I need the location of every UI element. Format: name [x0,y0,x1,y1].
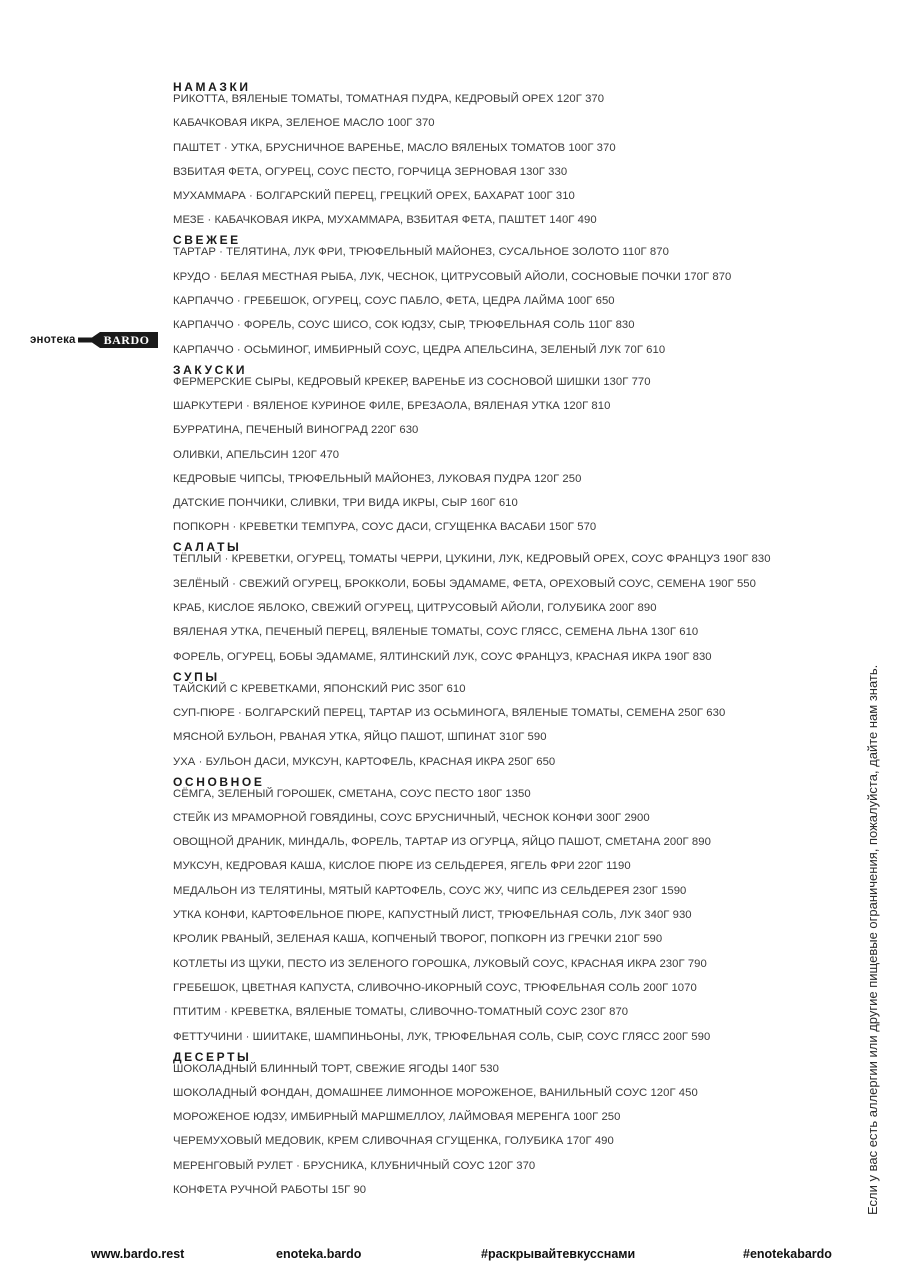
menu-item: МУКСУН, КЕДРОВАЯ КАША, КИСЛОЕ ПЮРЕ ИЗ СЕЛЬДЕРЕЯ, ЯГЕЛЬ ФРИ 220Г 1190 [173,860,631,873]
menu-section [173,364,833,542]
menu-item: КРУДО · БЕЛАЯ МЕСТНАЯ РЫБА, ЛУК, ЧЕСНОК, ЦИТРУСОВЫЙ АЙОЛИ, СОСНОВЫЕ ПОЧКИ 170Г 870 [173,270,732,283]
menu-item: ФЕРМЕРСКИЕ СЫРЫ, КЕДРОВЫЙ КРЕКЕР, ВАРЕНЬЕ ИЗ СОСНОВОЙ ШИШКИ 130Г 770 [173,375,651,388]
menu-item: МЕЗЕ · КАБАЧКОВАЯ ИКРА, МУХАММАРА, ВЗБИТАЯ ФЕТА, ПАШТЕТ 140Г 490 [173,214,597,227]
menu-item: ОЛИВКИ, АПЕЛЬСИН 120Г 470 [173,448,340,461]
menu-item: ФОРЕЛЬ, ОГУРЕЦ, БОБЫ ЭДАМАМЕ, ЯЛТИНСКИЙ ЛУК, СОУС ФРАНЦУЗ, КРАСНАЯ ИКРА 190Г 830 [173,650,712,663]
menu-item: КОНФЕТА РУЧНОЙ РАБОТЫ 15Г 90 [173,1183,367,1196]
menu-item: РИКОТТА, ВЯЛЕНЫЕ ТОМАТЫ, ТОМАТНАЯ ПУДРА, КЕДРОВЫЙ ОРЕХ 120Г 370 [173,93,605,105]
menu-section [173,234,833,363]
menu [173,81,833,1204]
menu-item: СЁМГА, ЗЕЛЕНЫЙ ГОРОШЕК, СМЕТАНА, СОУС ПЕСТО 180Г 1350 [173,787,531,800]
menu-item: СУП-ПЮРЕ · БОЛГАРСКИЙ ПЕРЕЦ, ТАРТАР ИЗ ОСЬМИНОГА, ВЯЛЕНЫЕ ТОМАТЫ, СЕМЕНА 250Г 630 [173,706,726,719]
section-title: САЛАТЫ [173,540,242,555]
section-title: СУПЫ [173,669,220,684]
menu-section [173,541,833,670]
menu-item: ОВОЩНОЙ ДРАНИК, МИНДАЛЬ, ФОРЕЛЬ, ТАРТАР ИЗ ОГУРЦА, ЯЙЦО ПАШОТ, СМЕТАНА 200Г 890 [173,836,711,849]
menu-item: ФЕТТУЧИНИ · ШИИТАКЕ, ШАМПИНЬОНЫ, ЛУК, ТРЮФЕЛЬНАЯ СОЛЬ, СЫР, СОУС ГЛЯСС 200Г 590 [173,1030,711,1043]
menu-item: ТЁПЛЫЙ · КРЕВЕТКИ, ОГУРЕЦ, ТОМАТЫ ЧЕРРИ, ЦУКИНИ, ЛУК, КЕДРОВЫЙ ОРЕХ, СОУС ФРАНЦУЗ 190Г 830 [173,553,771,566]
menu-item: ГРЕБЕШОК, ЦВЕТНАЯ КАПУСТА, СЛИВОЧНО-ИКОРНЫЙ СОУС, ТРЮФЕЛЬНАЯ СОЛЬ 200Г 1070 [173,981,697,994]
section-title: ОСНОВНОЕ [173,774,265,789]
menu-section [173,1051,833,1204]
menu-item: ПАШТЕТ · УТКА, БРУСНИЧНОЕ ВАРЕНЬЕ, МАСЛО ВЯЛЕНЫХ ТОМАТОВ 100Г 370 [173,141,616,154]
section-title: ЗАКУСКИ [173,362,248,377]
menu-item: СТЕЙК ИЗ МРАМОРНОЙ ГОВЯДИНЫ, СОУС БРУСНИЧНЫЙ, ЧЕСНОК КОНФИ 300Г 2900 [173,811,650,824]
menu-item: МЕДАЛЬОН ИЗ ТЕЛЯТИНЫ, МЯТЫЙ КАРТОФЕЛЬ, СОУС ЖУ, ЧИПС ИЗ СЕЛЬДЕРЕЯ 230Г 1590 [173,884,687,897]
menu-item: МЕРЕНГОВЫЙ РУЛЕТ · БРУСНИКА, КЛУБНИЧНЫЙ СОУС 120Г 370 [173,1159,536,1172]
menu-item: КРАБ, КИСЛОЕ ЯБЛОКО, СВЕЖИЙ ОГУРЕЦ, ЦИТРУСОВЫЙ АЙОЛИ, ГОЛУБИКА 200Г 890 [173,602,657,615]
logo-prefix: энотека [30,334,76,346]
menu-item: ТАРТАР · ТЕЛЯТИНА, ЛУК ФРИ, ТРЮФЕЛЬНЫЙ МАЙОНЕЗ, СУСАЛЬНОЕ ЗОЛОТО 110Г 870 [173,246,669,259]
menu-item: ВЯЛЕНАЯ УТКА, ПЕЧЕНЫЙ ПЕРЕЦ, ВЯЛЕНЫЕ ТОМАТЫ, СОУС ГЛЯСС, СЕМЕНА ЛЬНА 130Г 610 [173,626,699,639]
menu-item: ВЗБИТАЯ ФЕТА, ОГУРЕЦ, СОУС ПЕСТО, ГОРЧИЦА ЗЕРНОВАЯ 130Г 330 [173,165,568,178]
menu-item: КОТЛЕТЫ ИЗ ЩУКИ, ПЕСТО ИЗ ЗЕЛЕНОГО ГОРОШКА, ЛУКОВЫЙ СОУС, КРАСНАЯ ИКРА 230Г 790 [173,957,707,970]
logo [30,331,158,349]
menu-item: МЯСНОЙ БУЛЬОН, РВАНАЯ УТКА, ЯЙЦО ПАШОТ, ШПИНАТ 310Г 590 [173,731,547,744]
menu-item: БУРРАТИНА, ПЕЧЕНЫЙ ВИНОГРАД 220Г 630 [173,424,419,437]
menu-item: ЗЕЛЁНЫЙ · СВЕЖИЙ ОГУРЕЦ, БРОККОЛИ, БОБЫ ЭДАМАМЕ, ФЕТА, ОРЕХОВЫЙ СОУС, СЕМЕНА 190Г 550 [173,577,756,590]
menu-item: ЧЕРЕМУХОВЫЙ МЕДОВИК, КРЕМ СЛИВОЧНАЯ СГУЩЕНКА, ГОЛУБИКА 170Г 490 [173,1135,614,1148]
menu-item: ШОКОЛАДНЫЙ ФОНДАН, ДОМАШНЕЕ ЛИМОННОЕ МОРОЖЕНОЕ, ВАНИЛЬНЫЙ СОУС 120Г 450 [173,1086,698,1099]
section-title: СВЕЖЕЕ [173,233,241,248]
menu-item: ШАРКУТЕРИ · ВЯЛЕНОЕ КУРИНОЕ ФИЛЕ, БРЕЗАОЛА, ВЯЛЕНАЯ УТКА 120Г 810 [173,399,611,412]
footer [0,1247,906,1261]
menu-item: ПОПКОРН · КРЕВЕТКИ ТЕМПУРА, СОУС ДАСИ, СГУЩЕНКА ВАСАБИ 150Г 570 [173,521,597,534]
menu-item: ТАЙСКИЙ С КРЕВЕТКАМИ, ЯПОНСКИЙ РИС 350Г 610 [173,682,466,695]
menu-item: КРОЛИК РВАНЫЙ, ЗЕЛЕНАЯ КАША, КОПЧЕНЫЙ ТВОРОГ, ПОПКОРН ИЗ ГРЕЧКИ 210Г 590 [173,933,663,946]
menu-item: ШОКОЛАДНЫЙ БЛИННЫЙ ТОРТ, СВЕЖИЕ ЯГОДЫ 140Г 530 [173,1062,499,1075]
menu-section [173,671,833,776]
menu-item: КЕДРОВЫЕ ЧИПСЫ, ТРЮФЕЛЬНЫЙ МАЙОНЕЗ, ЛУКОВАЯ ПУДРА 120Г 250 [173,472,582,485]
section-title: ДЕСЕРТЫ [173,1049,252,1064]
menu-item: МУХАММАРА · БОЛГАРСКИЙ ПЕРЕЦ, ГРЕЦКИЙ ОРЕХ, БАХАРАТ 100Г 310 [173,190,575,203]
menu-section [173,81,833,234]
logo-brand: BARDO [103,333,150,347]
footer-website[interactable]: www.bardo.rest [91,1247,185,1261]
footer-hashtag-2: #enotekabardo [743,1247,832,1261]
menu-item: ПТИТИМ · КРЕВЕТКА, ВЯЛЕНЫЕ ТОМАТЫ, СЛИВОЧНО-ТОМАТНЫЙ СОУС 230Г 870 [173,1006,629,1019]
menu-item: КАРПАЧЧО · ОСЬМИНОГ, ИМБИРНЫЙ СОУС, ЦЕДРА АПЕЛЬСИНА, ЗЕЛЕНЫЙ ЛУК 70Г 610 [173,343,666,356]
menu-item: УТКА КОНФИ, КАРТОФЕЛЬНОЕ ПЮРЕ, КАПУСТНЫЙ ЛИСТ, ТРЮФЕЛЬНАЯ СОЛЬ, ЛУК 340Г 930 [173,909,692,922]
allergy-note: Если у вас есть аллергии или другие пищевые ограничения, пожалуйста, дайте нам знать. [865,664,880,1215]
bottle-logo-icon [78,331,158,349]
footer-hashtag-1: #раскрывайтевкусснами [481,1247,636,1261]
menu-item: УХА · БУЛЬОН ДАСИ, МУКСУН, КАРТОФЕЛЬ, КРАСНАЯ ИКРА 250Г 650 [173,755,556,768]
menu-item: МОРОЖЕНОЕ ЮДЗУ, ИМБИРНЫЙ МАРШМЕЛЛОУ, ЛАЙМОВАЯ МЕРЕНГА 100Г 250 [173,1111,621,1124]
menu-item: КАБАЧКОВАЯ ИКРА, ЗЕЛЕНОЕ МАСЛО 100Г 370 [173,117,435,130]
menu-item: КАРПАЧЧО · ФОРЕЛЬ, СОУС ШИСО, СОК ЮДЗУ, СЫР, ТРЮФЕЛЬНАЯ СОЛЬ 110Г 830 [173,319,635,332]
section-title: НАМАЗКИ [173,80,251,94]
menu-section [173,776,833,1051]
menu-item: ДАТСКИЕ ПОНЧИКИ, СЛИВКИ, ТРИ ВИДА ИКРЫ, СЫР 160Г 610 [173,497,518,510]
menu-item: КАРПАЧЧО · ГРЕБЕШОК, ОГУРЕЦ, СОУС ПАБЛО, ФЕТА, ЦЕДРА ЛАЙМА 100Г 650 [173,295,615,308]
footer-instagram[interactable]: enoteka.bardo [276,1247,362,1261]
